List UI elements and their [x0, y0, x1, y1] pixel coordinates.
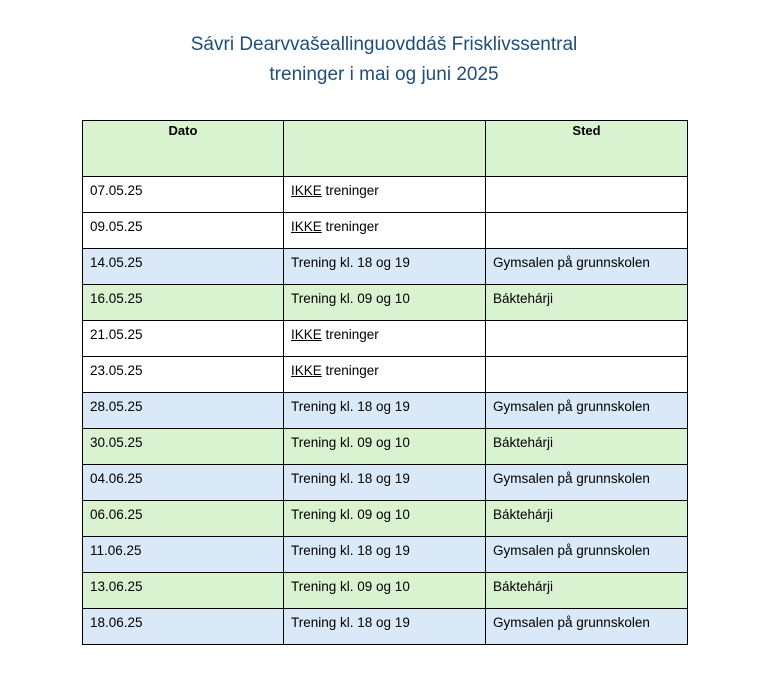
- cell-date: 30.05.25: [83, 429, 284, 465]
- training-text: Trening kl. 09 og 10: [291, 579, 410, 594]
- cell-date: 14.05.25: [83, 249, 284, 285]
- table-row: [83, 465, 688, 501]
- cell-training: [284, 465, 486, 501]
- training-text: Trening kl. 18 og 19: [291, 543, 410, 558]
- training-text: treninger: [321, 363, 379, 378]
- cell-training: [284, 357, 486, 393]
- training-text: Trening kl. 18 og 19: [291, 255, 410, 270]
- table-row: [83, 609, 688, 645]
- cell-training: [284, 285, 486, 321]
- cell-date: 21.05.25: [83, 321, 284, 357]
- table-row: [83, 321, 688, 357]
- title-line-1: Sávri Dearvvašeallinguovddáš Frisklivssentral: [190, 34, 578, 55]
- cell-training: [284, 393, 486, 429]
- cancelled-marker: IKKE: [291, 363, 322, 378]
- cell-date: 11.06.25: [83, 537, 284, 573]
- cell-training: [284, 429, 486, 465]
- training-schedule-table: [82, 120, 688, 645]
- table-row: [83, 537, 688, 573]
- cell-date: 28.05.25: [83, 393, 284, 429]
- cell-training: [284, 537, 486, 573]
- cell-date: 07.05.25: [83, 177, 284, 213]
- cell-training: [284, 321, 486, 357]
- cell-place: Báktehárji: [486, 573, 688, 609]
- table-row: [83, 573, 688, 609]
- cell-training: [284, 573, 486, 609]
- table-row: [83, 285, 688, 321]
- cell-place: Gymsalen på grunnskolen: [486, 465, 688, 501]
- cell-date: 09.05.25: [83, 213, 284, 249]
- cancelled-marker: IKKE: [291, 219, 322, 234]
- cell-place: [486, 177, 688, 213]
- cell-date: 18.06.25: [83, 609, 284, 645]
- cell-place: [486, 321, 688, 357]
- training-text: Trening kl. 18 og 19: [291, 399, 410, 414]
- cell-place: Gymsalen på grunnskolen: [486, 537, 688, 573]
- cell-training: [284, 249, 486, 285]
- cell-date: 06.06.25: [83, 501, 284, 537]
- training-text: Trening kl. 18 og 19: [291, 615, 410, 630]
- cell-date: 23.05.25: [83, 357, 284, 393]
- table-row: [83, 213, 688, 249]
- table-row: [83, 249, 688, 285]
- table-row: [83, 177, 688, 213]
- cell-date: 04.06.25: [83, 465, 284, 501]
- cancelled-marker: IKKE: [291, 183, 322, 198]
- cell-date: 16.05.25: [83, 285, 284, 321]
- header-date: Dato: [83, 121, 284, 177]
- cell-place: Báktehárji: [486, 501, 688, 537]
- cell-place: [486, 213, 688, 249]
- table-body: [83, 177, 688, 645]
- table-row: [83, 501, 688, 537]
- header-training: [284, 121, 486, 177]
- cell-training: [284, 213, 486, 249]
- header-place: Sted: [486, 121, 688, 177]
- cell-place: Báktehárji: [486, 285, 688, 321]
- cell-place: Gymsalen på grunnskolen: [486, 393, 688, 429]
- cell-training: [284, 609, 486, 645]
- training-text: treninger: [321, 219, 379, 234]
- cancelled-marker: IKKE: [291, 327, 322, 342]
- training-text: treninger: [321, 183, 379, 198]
- table-row: [83, 393, 688, 429]
- training-text: Trening kl. 09 og 10: [291, 291, 410, 306]
- cell-training: [284, 177, 486, 213]
- training-text: treninger: [321, 327, 379, 342]
- cell-place: Gymsalen på grunnskolen: [486, 609, 688, 645]
- cell-training: [284, 501, 486, 537]
- table-header-row: [83, 121, 688, 177]
- table-row: [83, 357, 688, 393]
- cell-place: Báktehárji: [486, 429, 688, 465]
- training-text: Trening kl. 09 og 10: [291, 507, 410, 522]
- training-text: Trening kl. 09 og 10: [291, 435, 410, 450]
- cell-place: [486, 357, 688, 393]
- document-title: [0, 30, 768, 90]
- title-line-2: treninger i mai og juni 2025: [269, 64, 499, 85]
- cell-date: 13.06.25: [83, 573, 284, 609]
- training-text: Trening kl. 18 og 19: [291, 471, 410, 486]
- cell-place: Gymsalen på grunnskolen: [486, 249, 688, 285]
- table-row: [83, 429, 688, 465]
